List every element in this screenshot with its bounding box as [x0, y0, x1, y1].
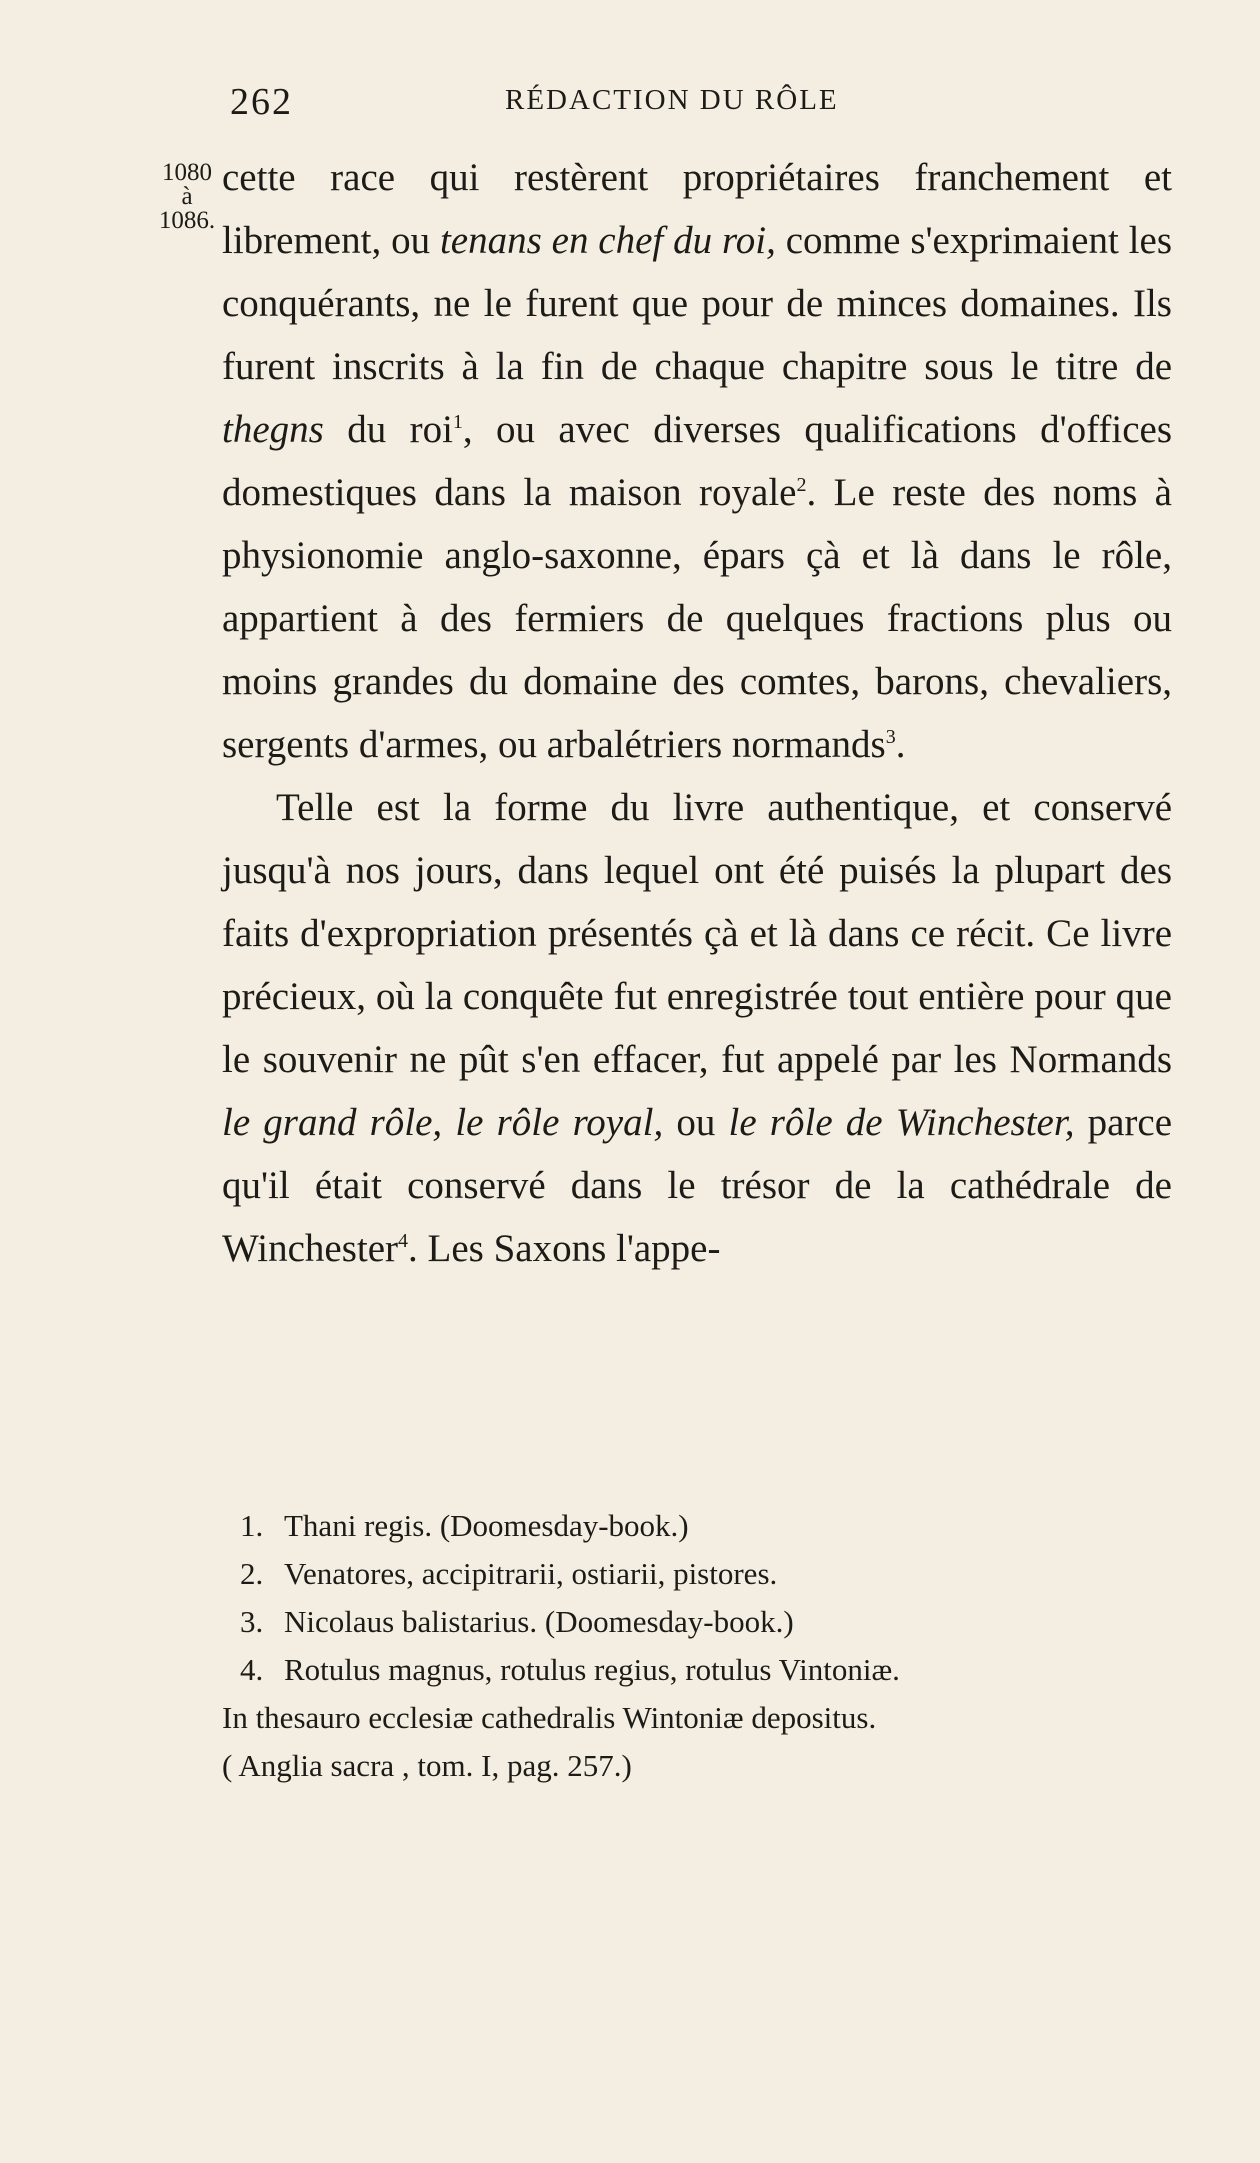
footnote-text: Nicolaus balistarius. (Doomesday-book.) — [284, 1604, 794, 1639]
text-run: ou — [663, 1101, 729, 1144]
footnote — [222, 1502, 1172, 1550]
footnote — [222, 1646, 1172, 1694]
margin-date-conj: à — [181, 183, 193, 210]
body-text — [222, 146, 1172, 1280]
text-run: , ou avec diverses qualifications d'offices domestiques dans la maison royale — [222, 408, 1172, 514]
italic-run: tenans en chef du roi, — [439, 219, 776, 262]
text-run: . Le reste des noms à physionomie anglo-saxonne, épars çà et là dans le rôle, appartient à des fermiers de quelques fractions plus ou moins grandes du domaine des comtes, barons, chevaliers, sergents d'armes, ou arbalétriers normands — [222, 471, 1172, 766]
text-run: Telle est la forme du livre authentique, et conservé jusqu'à nos jours, dans lequel ont été puisés la plupart des faits d'expropriation présentés çà et là dans ce récit. Ce livre précieux, où la conquête fut enregistrée tout entière pour que le souvenir ne pût s'en effacer, fut appelé par les Normands — [222, 786, 1172, 1081]
footnote-text: Thani regis. (Doomesday-book.) — [284, 1508, 689, 1543]
margin-date-start: 1080 — [162, 159, 212, 186]
footnote-continuation: In thesauro ecclesiæ cathedralis Wintoniæ depositus. — [222, 1700, 877, 1735]
paragraph-1 — [222, 146, 1172, 776]
text-run: parce qu'il était conservé dans le trésor de la cathédrale de Winchester — [222, 1101, 1173, 1270]
paragraph-2 — [222, 776, 1172, 1280]
running-title: RÉDACTION DU RÔLE — [505, 84, 839, 116]
footnote-ref: 2 — [796, 474, 807, 496]
text-run: du roi — [323, 408, 453, 451]
footnote-number: 1. — [240, 1508, 264, 1543]
footnote-ref: 3 — [885, 726, 896, 748]
footnote-text: Rotulus magnus, rotulus regius, rotulus Vintoniæ. — [284, 1652, 900, 1687]
margin-date-end: 1086. — [158, 207, 216, 234]
footnote-number: 4. — [240, 1652, 264, 1687]
text-run: cette race qui restèrent propriétaires franchement et librement, ou — [222, 156, 1172, 262]
italic-run: le rôle de Winchester, — [728, 1101, 1075, 1144]
footnote-number: 2. — [240, 1556, 264, 1591]
running-header — [230, 80, 1130, 130]
footnote-ref: 1 — [452, 411, 463, 433]
footnote-text: Venatores, accipitrarii, ostiarii, pistores. — [284, 1556, 778, 1591]
margin-date-range — [142, 158, 232, 236]
italic-run: thegns — [222, 408, 324, 451]
text-run: . Les Saxons l'appe- — [408, 1227, 721, 1270]
footnotes — [222, 1502, 1172, 1790]
footnote-ref: 4 — [398, 1230, 409, 1252]
text-run: comme s'exprimaient les conquérants, ne le furent que pour de minces domaines. Ils furent inscrits à la fin de chaque chapitre sous le titre de — [222, 219, 1173, 388]
footnote — [222, 1598, 1172, 1646]
text-run: . — [895, 723, 906, 766]
italic-run: le grand rôle, le rôle royal, — [222, 1101, 664, 1144]
footnote — [222, 1550, 1172, 1598]
page-number: 262 — [230, 81, 293, 123]
footnote-number: 3. — [240, 1604, 264, 1639]
footnote-continuation: ( Anglia sacra , tom. I, pag. 257.) — [222, 1748, 632, 1783]
